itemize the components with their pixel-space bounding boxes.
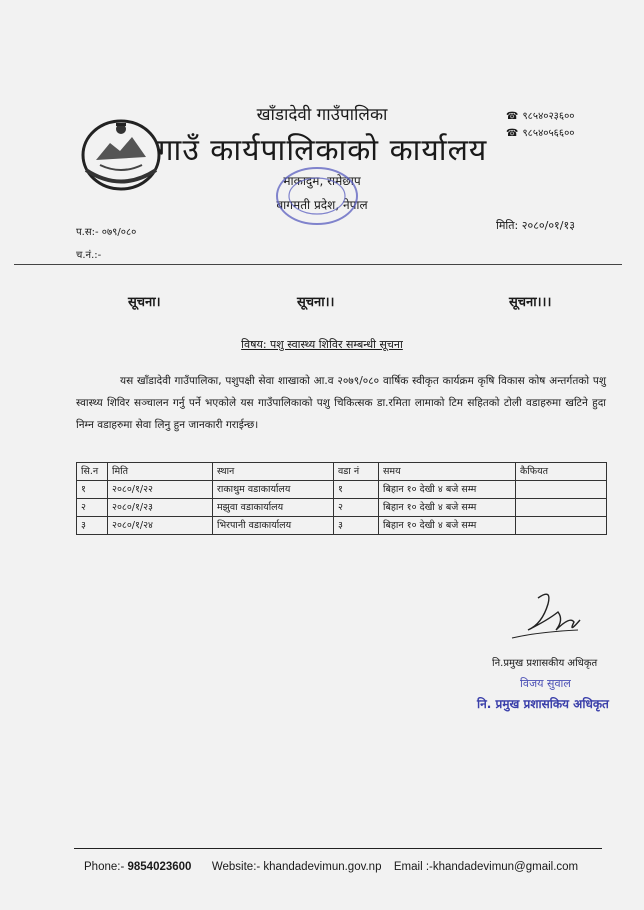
table-row [77,499,607,517]
address-line-1: माकादुम, रामेछाप [283,174,361,188]
cell-ward: २ [334,499,379,517]
footer-phone: 9854023600 [127,861,192,873]
notice-body: यस खाँडादेवी गाउँपालिका, पशुपक्षी सेवा शाखाको आ.व २०७९/०८० वार्षिक स्वीकृत कार्यक्रम कृषि विकास कोष अन्तर्गतको पशु स्वास्थ्य शिविर सञ्चालन गर्नु पर्ने भएकोले यस गाउँपालिकाको पशु चिकित्सक डा.रमिता लामाको टिम सहितको टोली वडाहरुमा खटिने हुदा निम्न वडाहरुमा सेवा लिनु हुन जानकारी गराईन्छ। [76,375,606,431]
footer-phone-label: Phone:- [84,861,125,873]
cell-place: मझुवा वडाकार्यालय [213,499,334,517]
col-header-remarks: कैफियत [516,463,607,481]
cell-remarks [516,517,607,535]
phone-numbers [506,108,574,142]
cell-ward: १ [334,481,379,499]
col-header-ward: वडा नं [334,463,379,481]
cell-place: भिरपानी वडाकार्यालय [213,517,334,535]
footer-email: Email :-khandadevimun@gmail.com [393,861,579,873]
cell-remarks [516,481,607,499]
col-header-date: मिति [108,463,213,481]
telephone-icon: ☎ [506,111,519,122]
cell-time: बिहान १० देखी ४ बजे सम्म [379,499,516,517]
cell-sn: ३ [77,517,108,535]
col-header-sn: सि.न [77,463,108,481]
office-title: गाउँ कार्यपालिकाको कार्यालय [156,133,488,168]
table-header-row [77,463,607,481]
cell-date: २०८०/१/२२ [108,481,213,499]
phone-row [506,125,574,142]
stamp-signatory-title: नि. प्रमुख प्रशासकिय अधिकृत [477,697,609,711]
cell-sn: १ [77,481,108,499]
table-row [77,517,607,535]
phone-number: ९८५४०५६६०० [522,128,575,139]
cell-ward: ३ [334,517,379,535]
handwritten-signature [508,590,588,652]
subject-text: विषय: पशु स्वास्थ्य शिविर सम्बन्धी सूचना [241,338,403,351]
footer-divider [74,848,602,849]
municipality-name: खाँडादेवी गाउँपालिका [256,105,388,125]
cell-date: २०८०/१/२४ [108,517,213,535]
cell-time: बिहान १० देखी ४ बजे सम्म [379,517,516,535]
cell-date: २०८०/१/२३ [108,499,213,517]
notice-heading-2: सूचना।। [297,295,335,310]
office-stamp-icon [272,163,362,229]
cell-time: बिहान १० देखी ४ बजे सम्म [379,481,516,499]
phone-row [506,108,574,125]
cell-place: राकाथुम वडाकार्यालय [213,481,334,499]
letter-number: प.स:- ०७९/०८० [76,227,137,238]
stamp-signatory-name: विजय सुवाल [520,677,571,690]
col-header-time: समय [379,463,516,481]
subject-line [0,337,644,352]
header-divider [14,264,622,265]
cell-sn: २ [77,499,108,517]
dispatch-number: च.नं.:- [76,250,102,261]
signatory-title: नि.प्रमुख प्रशासकीय अधिकृत [492,658,598,669]
phone-number: ९८५४०२३६०० [522,111,575,122]
notice-heading-3: सूचना।।। [509,295,552,310]
cell-remarks [516,499,607,517]
footer-contact [84,861,578,873]
schedule-table [76,462,607,535]
table-row [77,481,607,499]
telephone-icon: ☎ [506,128,519,139]
address-line-2: बागमती प्रदेश, नेपाल [276,198,368,212]
footer-website: Website:- khandadevimun.gov.np [211,861,382,873]
letter-date: मिति: २०८०/०१/१३ [496,219,575,232]
notice-heading-1: सूचना। [128,295,161,310]
col-header-place: स्थान [213,463,334,481]
